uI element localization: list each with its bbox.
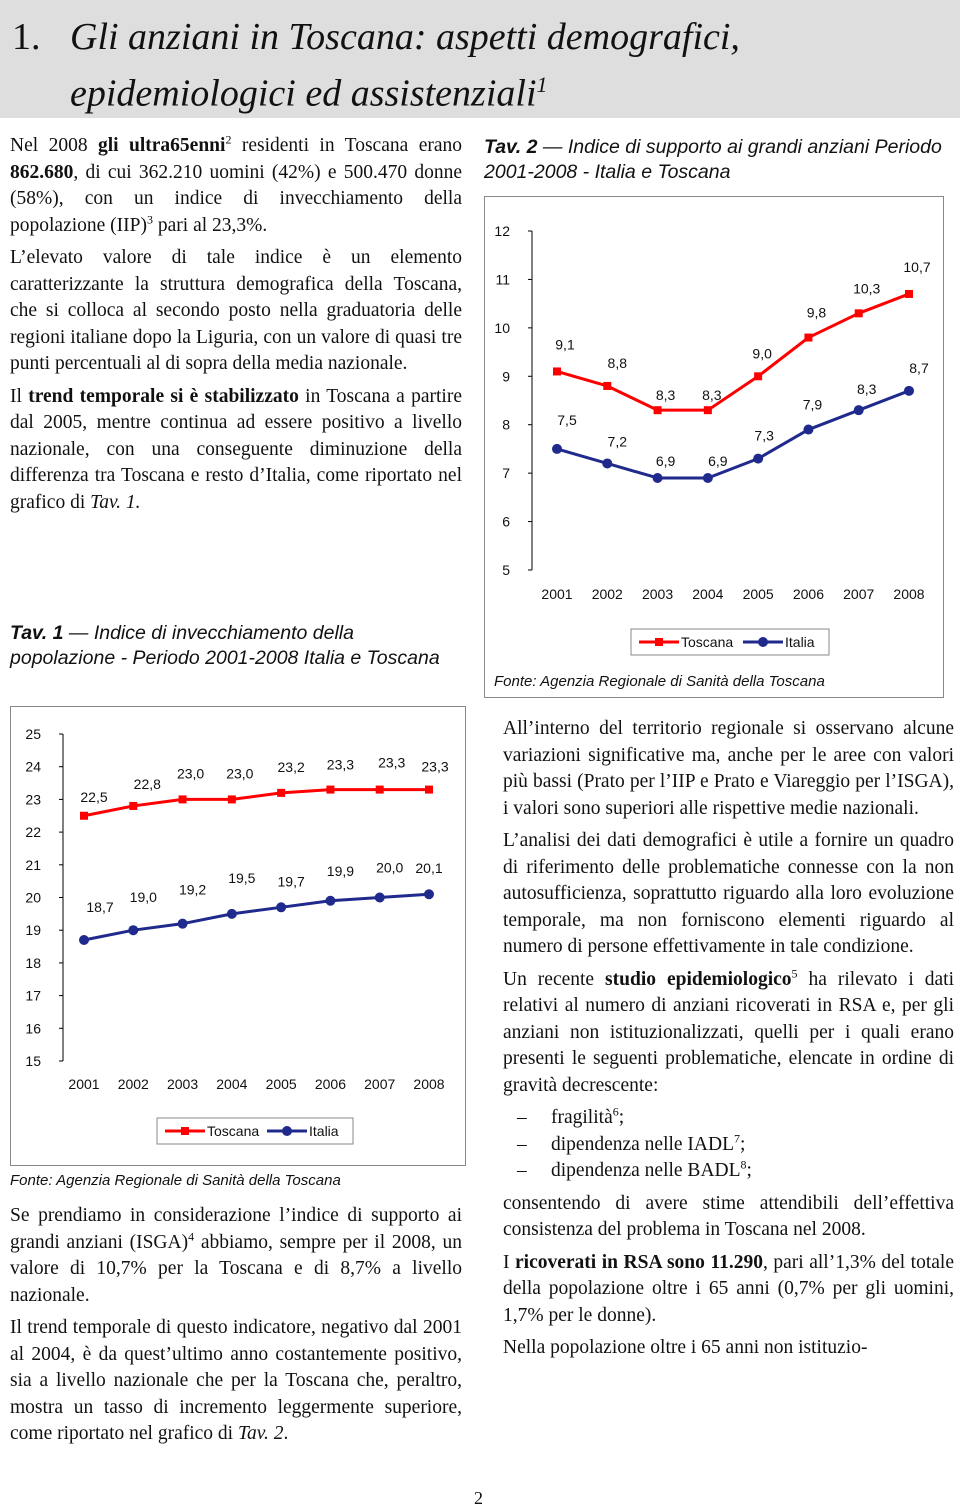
data-point-italia bbox=[552, 444, 562, 454]
x-tick-label: 2003 bbox=[166, 1076, 199, 1092]
data-point-italia bbox=[653, 473, 663, 483]
chapter-number: 1. bbox=[12, 16, 41, 58]
right-column bbox=[503, 716, 954, 1368]
data-point-toscana bbox=[425, 786, 433, 794]
data-label: 18,7 bbox=[86, 899, 114, 916]
x-tick-label: 2003 bbox=[641, 586, 674, 602]
left-column-bottom bbox=[10, 1203, 462, 1454]
y-tick-label: 21 bbox=[25, 856, 41, 873]
data-label: 19,9 bbox=[326, 862, 355, 879]
data-point-toscana bbox=[654, 406, 662, 414]
data-point-toscana bbox=[80, 812, 88, 820]
data-point-toscana bbox=[804, 334, 812, 342]
tav2-label: Tav. 2 bbox=[484, 136, 538, 158]
data-label: 19,2 bbox=[178, 881, 207, 898]
data-point-italia bbox=[178, 919, 188, 929]
data-label: 22,5 bbox=[80, 788, 108, 805]
paragraph: Nel 2008 gli ultra65enni$^2$ residenti in Toscana erano 862.680, di cui 362.210 uomini (42%) e 500.470 donne (58%), con un indice di invecchiamento della popolazione (IIP)$^3$ pari al 23,3%. bbox=[10, 132, 462, 236]
tav1-chart bbox=[11, 707, 465, 1165]
data-point-italia bbox=[325, 896, 335, 906]
data-label: 6,9 bbox=[708, 452, 728, 469]
data-label: 23,0 bbox=[226, 765, 254, 782]
paragraph: consentendo di avere stime attendibili dell’effettiva consistenza del problema in Toscana nel 2008. bbox=[503, 1192, 954, 1240]
tav1-chart-box bbox=[10, 706, 466, 1166]
data-label: 23,3 bbox=[421, 758, 449, 775]
tav1-source: Fonte: Agenzia Regionale di Sanità della Toscana bbox=[10, 1172, 341, 1189]
data-label: 19,7 bbox=[277, 873, 305, 890]
paragraph: I ricoverati in RSA sono 11.290, pari all’1,3% del totale della popolazione oltre i 65 anni (0,7% per gli uomini, 1,7% per le donne). bbox=[503, 1251, 954, 1326]
data-label: 8,3 bbox=[655, 387, 676, 404]
y-tick-label: 23 bbox=[25, 791, 41, 808]
x-tick-label: 2006 bbox=[792, 586, 825, 602]
paragraph: L’elevato valore di tale indice è un elemento caratterizzante la struttura demografica della Toscana, che si colloca al secondo posto nella graduatoria delle regioni italiane dopo la Liguria, con un valore di quasi tre punti percentuali al di sopra della media nazionale. bbox=[10, 247, 462, 374]
data-label: 7,2 bbox=[607, 433, 628, 450]
paragraph: Nella popolazione oltre i 65 anni non istituzio- bbox=[503, 1337, 868, 1358]
y-tick-label: 12 bbox=[494, 223, 510, 239]
data-label: 23,0 bbox=[176, 765, 205, 782]
data-label: 23,3 bbox=[326, 756, 355, 773]
data-label: 19,0 bbox=[129, 889, 157, 906]
y-tick-label: 25 bbox=[25, 726, 41, 742]
data-label: 10,7 bbox=[903, 258, 931, 275]
data-point-italia bbox=[703, 473, 713, 483]
x-tick-label: 2008 bbox=[893, 586, 925, 602]
y-tick-label: 17 bbox=[25, 987, 41, 1004]
x-tick-label: 2004 bbox=[216, 1076, 248, 1092]
list-item: – dipendenza nelle IADL$^7$; bbox=[503, 1132, 954, 1159]
x-tick-label: 2008 bbox=[413, 1076, 445, 1092]
data-point-toscana bbox=[228, 795, 236, 803]
data-point-italia bbox=[803, 425, 813, 435]
legend-marker-italia bbox=[282, 1126, 292, 1136]
tav2-title: Indice di supporto ai grandi anziani Periodo 2001-2008 - Italia e Toscana bbox=[484, 136, 942, 183]
title-bar bbox=[0, 0, 960, 118]
tav1-label: Tav. 1 bbox=[10, 622, 64, 644]
data-label: 20,1 bbox=[415, 860, 443, 877]
data-point-toscana bbox=[553, 367, 561, 375]
tav1-title: Indice di invecchiamento della popolazione - Periodo 2001-2008 Italia e Toscana bbox=[10, 622, 440, 669]
data-point-toscana bbox=[277, 789, 285, 797]
data-point-toscana bbox=[603, 382, 611, 390]
y-tick-label: 20 bbox=[25, 889, 41, 906]
data-label: 7,5 bbox=[557, 411, 577, 428]
x-tick-label: 2005 bbox=[265, 1076, 297, 1092]
y-tick-label: 19 bbox=[25, 922, 41, 939]
tav2-chart-box bbox=[484, 196, 944, 698]
legend-label-toscana: Toscana bbox=[207, 1123, 260, 1139]
data-point-toscana bbox=[855, 309, 863, 317]
title-line-2: epidemiologici ed assistenziali bbox=[70, 72, 537, 115]
legend-label-italia: Italia bbox=[785, 634, 815, 650]
data-point-italia bbox=[128, 925, 138, 935]
list-item: – dipendenza nelle BADL$^8$; bbox=[503, 1158, 954, 1185]
data-label: 8,8 bbox=[607, 354, 628, 371]
paragraph: Il trend temporale di questo indicatore, negativo dal 2001 al 2004, è da quest’ultimo anno costantemente positivo, sia a livello nazionale che per la Toscana che, peraltro, mostra un tasso di incremento leggermente superiore, come riportato nel grafico di Tav. 2. bbox=[10, 1317, 462, 1444]
y-tick-label: 7 bbox=[502, 465, 510, 482]
list-item: – fragilità$^6$; bbox=[503, 1105, 954, 1132]
data-point-toscana bbox=[905, 290, 913, 298]
data-point-toscana bbox=[704, 406, 712, 414]
data-label: 9,0 bbox=[752, 345, 772, 362]
legend-marker-italia bbox=[758, 637, 768, 647]
legend-label-italia: Italia bbox=[309, 1123, 339, 1139]
data-point-italia bbox=[375, 893, 385, 903]
data-label: 20,0 bbox=[376, 859, 404, 876]
data-point-italia bbox=[276, 902, 286, 912]
y-tick-label: 6 bbox=[502, 513, 510, 530]
page-number: 2 bbox=[474, 1488, 483, 1508]
y-tick-label: 11 bbox=[495, 271, 510, 288]
data-label: 22,8 bbox=[133, 775, 161, 792]
data-label: 8,3 bbox=[856, 381, 877, 398]
tav2-source: Fonte: Agenzia Regionale di Sanità della Toscana bbox=[494, 673, 825, 690]
paragraph: Un recente studio epidemiologico$^5$ ha rilevato i dati relativi al numero di anziani ricoverati in RSA e, per gli anziani non istituzionalizzati, quelli per i quali erano presenti le seguenti problematiche, elencate in ordine di gravità decrescente: bbox=[503, 966, 954, 1096]
paragraph: L’analisi dei dati demografici è utile a fornire un quadro di riferimento delle problematiche connesse con la non autosufficienza, soprattutto riguardo alla loro evoluzione temporale, ma non forniscono elementi riguardo al numero di persone effettivamente in tale condizione. bbox=[503, 830, 954, 957]
paragraph: All’interno del territorio regionale si osservano alcune variazioni significative ma, anche per le aree con valori più bassi (Prato per l’IIP e Prato e Viareggio per l’ISGA), i valori sono superiori alle rispettive medie nazionali. bbox=[503, 718, 954, 819]
data-point-toscana bbox=[179, 795, 187, 803]
tav2-caption: Tav. 2 — Indice di supporto ai grandi anziani Periodo 2001-2008 - Italia e Toscana bbox=[484, 136, 942, 183]
legend-marker-toscana bbox=[181, 1127, 189, 1135]
page-title bbox=[12, 14, 948, 118]
problem-list bbox=[503, 1105, 954, 1185]
y-tick-label: 24 bbox=[25, 758, 41, 775]
y-tick-label: 8 bbox=[502, 416, 510, 433]
y-tick-label: 9 bbox=[502, 368, 510, 385]
title-footnote-ref: 1 bbox=[536, 72, 548, 97]
data-point-toscana bbox=[326, 786, 334, 794]
data-label: 9,8 bbox=[806, 304, 827, 321]
x-tick-label: 2005 bbox=[742, 586, 774, 602]
y-tick-label: 16 bbox=[25, 1020, 41, 1037]
title-line-1: Gli anziani in Toscana: aspetti demografici, bbox=[70, 16, 740, 58]
data-label: 8,3 bbox=[702, 387, 722, 404]
data-point-italia bbox=[227, 909, 237, 919]
x-tick-label: 2002 bbox=[591, 586, 623, 602]
data-label: 19,5 bbox=[228, 869, 256, 886]
left-column-top bbox=[10, 133, 462, 522]
data-label: 7,9 bbox=[802, 396, 823, 413]
y-tick-label: 5 bbox=[502, 562, 510, 578]
legend-marker-toscana bbox=[655, 638, 663, 646]
paragraph: Il trend temporale si è stabilizzato in Toscana a partire dal 2005, mentre continua ad essere positivo a livello nazionale, con una conseguente diminuzione della differenza tra Toscana e resto d’Italia, come riportato nel grafico di Tav. 1. bbox=[10, 385, 462, 513]
data-point-toscana bbox=[754, 372, 762, 380]
data-point-italia bbox=[424, 889, 434, 899]
data-point-italia bbox=[854, 405, 864, 415]
x-tick-label: 2001 bbox=[541, 586, 573, 602]
x-tick-label: 2006 bbox=[314, 1076, 347, 1092]
data-label: 23,2 bbox=[277, 758, 305, 775]
data-point-italia bbox=[602, 458, 612, 468]
tav2-chart bbox=[485, 197, 943, 667]
y-tick-label: 18 bbox=[25, 954, 41, 971]
x-tick-label: 2004 bbox=[692, 586, 724, 602]
data-point-italia bbox=[904, 386, 914, 396]
data-label: 10,3 bbox=[853, 280, 881, 297]
x-tick-label: 2002 bbox=[117, 1076, 149, 1092]
data-point-italia bbox=[753, 454, 763, 464]
legend-label-toscana: Toscana bbox=[681, 634, 734, 650]
data-point-italia bbox=[79, 935, 89, 945]
data-label: 23,3 bbox=[378, 754, 406, 771]
x-tick-label: 2001 bbox=[68, 1076, 100, 1092]
x-tick-label: 2007 bbox=[843, 586, 875, 602]
data-label: 7,3 bbox=[754, 427, 774, 444]
data-label: 6,9 bbox=[655, 452, 676, 469]
data-label: 9,1 bbox=[555, 336, 575, 353]
x-tick-label: 2007 bbox=[364, 1076, 396, 1092]
paragraph: Se prendiamo in considerazione l’indice di supporto ai grandi anziani (ISGA)$^4$ abbiamo, sempre per il 2008, un valore di 10,7% per la Toscana e di 8,7% a livello nazionale. bbox=[10, 1205, 462, 1306]
data-point-toscana bbox=[376, 786, 384, 794]
tav1-caption: Tav. 1 — Indice di invecchiamento della popolazione - Periodo 2001-2008 Italia e Toscana bbox=[10, 622, 440, 669]
y-tick-label: 10 bbox=[494, 319, 510, 336]
y-tick-label: 22 bbox=[25, 824, 41, 841]
y-tick-label: 15 bbox=[25, 1053, 41, 1069]
data-point-toscana bbox=[129, 802, 137, 810]
data-label: 8,7 bbox=[909, 359, 929, 376]
